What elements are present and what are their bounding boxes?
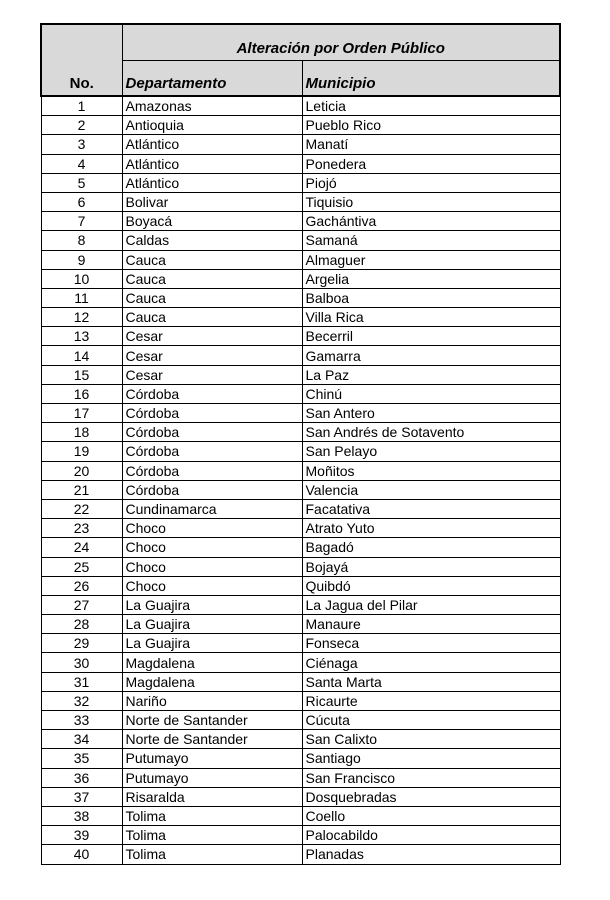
row-municipio: Villa Rica [302, 308, 560, 327]
row-departamento: Tolima [122, 806, 302, 825]
row-number: 28 [41, 615, 122, 634]
row-number: 14 [41, 346, 122, 365]
header-columns-row [41, 61, 560, 97]
column-header-municipio: Municipio [302, 61, 560, 97]
row-departamento: Córdoba [122, 442, 302, 461]
row-departamento: Nariño [122, 691, 302, 710]
row-number: 7 [41, 212, 122, 231]
row-number: 36 [41, 768, 122, 787]
row-municipio: San Francisco [302, 768, 560, 787]
row-number: 15 [41, 365, 122, 384]
row-municipio: Atrato Yuto [302, 519, 560, 538]
table-row [41, 384, 560, 403]
table-row [41, 116, 560, 135]
row-departamento: Choco [122, 557, 302, 576]
row-municipio: Ricaurte [302, 691, 560, 710]
row-municipio: Tiquisio [302, 192, 560, 211]
row-number: 1 [41, 96, 122, 116]
row-number: 12 [41, 308, 122, 327]
table-row [41, 231, 560, 250]
table-row [41, 96, 560, 116]
row-number: 9 [41, 250, 122, 269]
row-departamento: Norte de Santander [122, 711, 302, 730]
table-row [41, 442, 560, 461]
row-municipio: Santiago [302, 749, 560, 768]
table-row [41, 461, 560, 480]
table-row [41, 154, 560, 173]
table-row [41, 308, 560, 327]
row-municipio: Valencia [302, 480, 560, 499]
row-municipio: Manaure [302, 615, 560, 634]
row-departamento: Boyacá [122, 212, 302, 231]
table-row [41, 615, 560, 634]
table-row [41, 595, 560, 614]
row-number: 21 [41, 480, 122, 499]
table-row [41, 288, 560, 307]
row-municipio: Becerril [302, 327, 560, 346]
table-row [41, 192, 560, 211]
row-municipio: Balboa [302, 288, 560, 307]
row-number: 17 [41, 404, 122, 423]
row-departamento: Cesar [122, 365, 302, 384]
row-departamento: Norte de Santander [122, 730, 302, 749]
row-departamento: Choco [122, 576, 302, 595]
table-row [41, 212, 560, 231]
row-departamento: Córdoba [122, 423, 302, 442]
row-number: 10 [41, 269, 122, 288]
row-departamento: Cauca [122, 288, 302, 307]
row-municipio: Leticia [302, 96, 560, 116]
row-departamento: Atlántico [122, 135, 302, 154]
table-row [41, 269, 560, 288]
row-departamento: Magdalena [122, 672, 302, 691]
row-municipio: Pueblo Rico [302, 116, 560, 135]
column-header-no: No. [41, 61, 122, 97]
row-number: 3 [41, 135, 122, 154]
table-row [41, 711, 560, 730]
row-departamento: La Guajira [122, 615, 302, 634]
row-departamento: Atlántico [122, 173, 302, 192]
row-departamento: Atlántico [122, 154, 302, 173]
table-row [41, 653, 560, 672]
row-number: 29 [41, 634, 122, 653]
row-departamento: Tolima [122, 845, 302, 864]
row-number: 13 [41, 327, 122, 346]
row-departamento: Choco [122, 519, 302, 538]
row-municipio: Quibdó [302, 576, 560, 595]
row-departamento: La Guajira [122, 595, 302, 614]
table-row [41, 327, 560, 346]
table-row [41, 634, 560, 653]
table-row [41, 404, 560, 423]
row-number: 8 [41, 231, 122, 250]
row-municipio: Fonseca [302, 634, 560, 653]
row-municipio: Bojayá [302, 557, 560, 576]
row-number: 38 [41, 806, 122, 825]
row-municipio: Argelia [302, 269, 560, 288]
row-departamento: Putumayo [122, 768, 302, 787]
table-row [41, 538, 560, 557]
row-departamento: Córdoba [122, 404, 302, 423]
table-body [41, 96, 560, 864]
row-departamento: Risaralda [122, 787, 302, 806]
row-municipio: Dosquebradas [302, 787, 560, 806]
table-row [41, 749, 560, 768]
row-municipio: Samaná [302, 231, 560, 250]
row-number: 6 [41, 192, 122, 211]
row-municipio: La Paz [302, 365, 560, 384]
table-row [41, 480, 560, 499]
row-number: 35 [41, 749, 122, 768]
row-municipio: Almaguer [302, 250, 560, 269]
table-row [41, 519, 560, 538]
row-municipio: San Andrés de Sotavento [302, 423, 560, 442]
row-number: 5 [41, 173, 122, 192]
table-row [41, 173, 560, 192]
row-departamento: Córdoba [122, 480, 302, 499]
row-departamento: Antioquia [122, 116, 302, 135]
table-row [41, 787, 560, 806]
municipios-table [40, 23, 561, 865]
row-departamento: Cesar [122, 327, 302, 346]
row-departamento: Cauca [122, 269, 302, 288]
row-municipio: La Jagua del Pilar [302, 595, 560, 614]
table-row [41, 826, 560, 845]
row-number: 18 [41, 423, 122, 442]
row-number: 23 [41, 519, 122, 538]
row-number: 31 [41, 672, 122, 691]
row-number: 25 [41, 557, 122, 576]
row-departamento: La Guajira [122, 634, 302, 653]
row-number: 19 [41, 442, 122, 461]
table-row [41, 250, 560, 269]
row-municipio: Manatí [302, 135, 560, 154]
row-number: 30 [41, 653, 122, 672]
row-number: 32 [41, 691, 122, 710]
row-departamento: Cauca [122, 250, 302, 269]
table-row [41, 499, 560, 518]
row-number: 4 [41, 154, 122, 173]
row-departamento: Tolima [122, 826, 302, 845]
row-number: 33 [41, 711, 122, 730]
row-departamento: Cesar [122, 346, 302, 365]
row-departamento: Putumayo [122, 749, 302, 768]
table-row [41, 768, 560, 787]
table-row [41, 806, 560, 825]
row-number: 22 [41, 499, 122, 518]
table-row [41, 423, 560, 442]
row-number: 26 [41, 576, 122, 595]
header-group-row [41, 24, 560, 61]
table-row [41, 135, 560, 154]
row-departamento: Córdoba [122, 384, 302, 403]
row-municipio: Bagadó [302, 538, 560, 557]
row-municipio: Moñitos [302, 461, 560, 480]
row-number: 34 [41, 730, 122, 749]
row-municipio: Piojó [302, 173, 560, 192]
row-number: 2 [41, 116, 122, 135]
row-departamento: Bolivar [122, 192, 302, 211]
row-departamento: Caldas [122, 231, 302, 250]
row-municipio: Gachántiva [302, 212, 560, 231]
row-departamento: Cundinamarca [122, 499, 302, 518]
row-number: 37 [41, 787, 122, 806]
row-departamento: Cauca [122, 308, 302, 327]
row-number: 20 [41, 461, 122, 480]
row-municipio: Palocabildo [302, 826, 560, 845]
row-number: 24 [41, 538, 122, 557]
row-municipio: Ciénaga [302, 653, 560, 672]
row-departamento: Córdoba [122, 461, 302, 480]
row-municipio: Coello [302, 806, 560, 825]
row-departamento: Choco [122, 538, 302, 557]
table-row [41, 346, 560, 365]
group-title: Alteración por Orden Público [122, 24, 560, 61]
row-municipio: San Pelayo [302, 442, 560, 461]
table-row [41, 845, 560, 864]
row-departamento: Amazonas [122, 96, 302, 116]
table-row [41, 730, 560, 749]
table-row [41, 557, 560, 576]
row-number: 40 [41, 845, 122, 864]
row-municipio: Cúcuta [302, 711, 560, 730]
row-number: 39 [41, 826, 122, 845]
row-municipio: Gamarra [302, 346, 560, 365]
row-municipio: Planadas [302, 845, 560, 864]
table-row [41, 365, 560, 384]
table-row [41, 672, 560, 691]
table-row [41, 576, 560, 595]
row-municipio: Santa Marta [302, 672, 560, 691]
row-municipio: Facatativa [302, 499, 560, 518]
header-no-spacer [41, 24, 122, 61]
row-number: 11 [41, 288, 122, 307]
row-municipio: Chinú [302, 384, 560, 403]
row-municipio: San Antero [302, 404, 560, 423]
row-municipio: Ponedera [302, 154, 560, 173]
row-departamento: Magdalena [122, 653, 302, 672]
row-municipio: San Calixto [302, 730, 560, 749]
row-number: 27 [41, 595, 122, 614]
table-row [41, 691, 560, 710]
row-number: 16 [41, 384, 122, 403]
column-header-departamento: Departamento [122, 61, 302, 97]
